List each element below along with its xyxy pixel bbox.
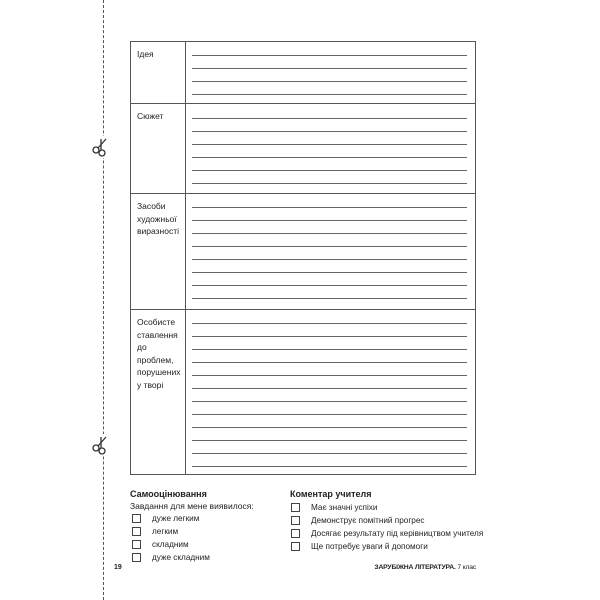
writing-lines[interactable]: [186, 42, 475, 103]
section-label-idea: Ідея: [131, 42, 186, 103]
page-number: 19: [114, 564, 122, 571]
writing-lines[interactable]: [186, 310, 475, 474]
section-row-plot: [131, 104, 475, 194]
footer-book-title: [374, 564, 476, 571]
writing-lines[interactable]: [186, 194, 475, 309]
section-label-attitude: Особисте ставлення до проблем, порушених у творі: [131, 310, 186, 474]
cut-line: [103, 0, 104, 600]
scissors-icon: [91, 434, 113, 456]
analysis-table: [130, 41, 476, 475]
checkbox[interactable]: [132, 527, 141, 536]
scissors-icon: [91, 136, 113, 158]
section-row-idea: [131, 42, 475, 104]
self-assessment-subtitle: Завдання для мене виявилося:: [130, 501, 254, 511]
self-assessment-title: Самооцінювання: [130, 489, 207, 499]
checkbox[interactable]: [132, 540, 141, 549]
section-label-means: Засоби художньої виразності: [131, 194, 186, 309]
checkbox[interactable]: [291, 503, 300, 512]
teacher-comment-title: Коментар учителя: [290, 489, 372, 499]
grade-text: 7 клас: [457, 564, 476, 571]
checkbox[interactable]: [291, 542, 300, 551]
checkbox[interactable]: [291, 529, 300, 538]
checkbox[interactable]: [291, 516, 300, 525]
book-title-text: ЗАРУБІЖНА ЛІТЕРАТУРА.: [374, 564, 458, 571]
section-row-attitude: [131, 310, 475, 474]
writing-lines[interactable]: [186, 104, 475, 193]
checkbox[interactable]: [132, 514, 141, 523]
section-row-means: [131, 194, 475, 310]
checkbox[interactable]: [132, 553, 141, 562]
section-label-plot: Сюжет: [131, 104, 186, 193]
